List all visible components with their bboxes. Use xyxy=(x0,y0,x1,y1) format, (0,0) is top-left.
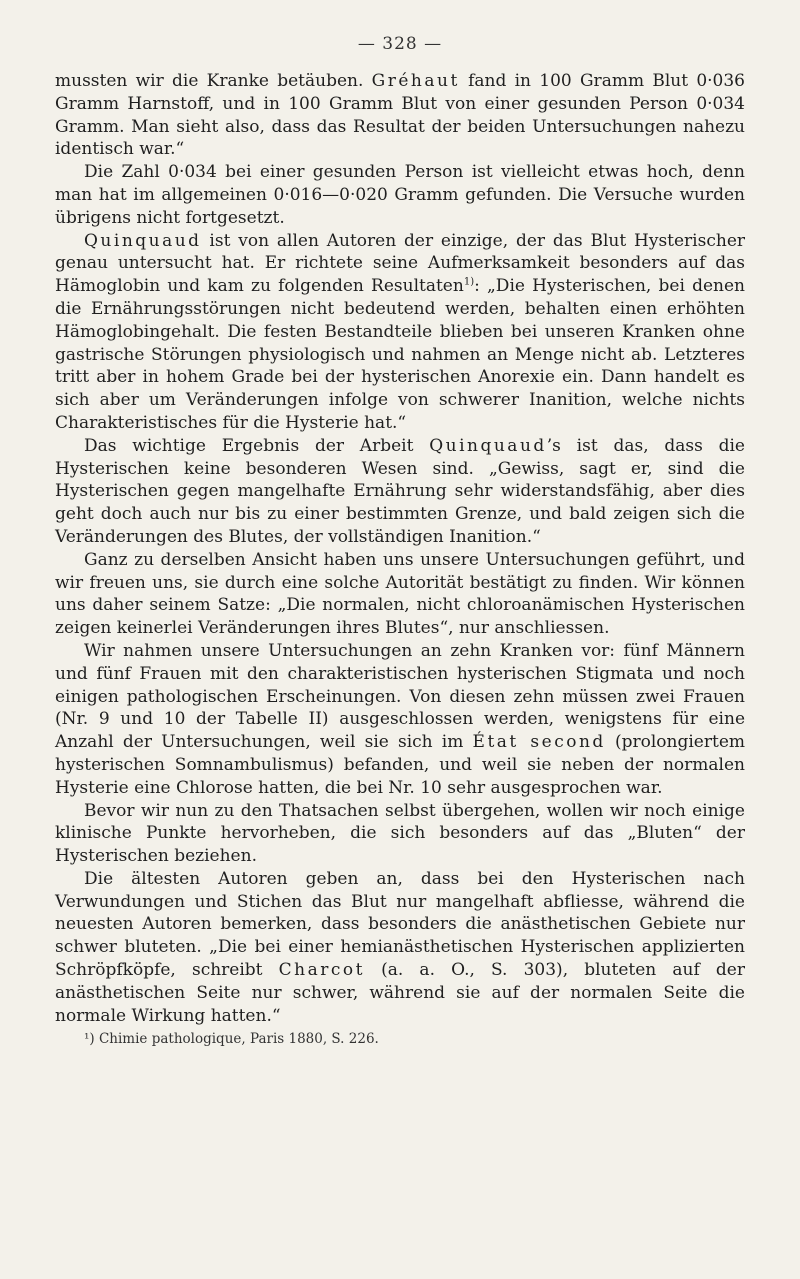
book-page xyxy=(55,34,745,1048)
paragraph xyxy=(55,230,745,435)
text-run: Die Zahl 0·034 bei einer gesunden Person ist vielleicht etwas hoch, denn man hat im allgemeinen 0·016—0·020 Gramm gefunden. Die Versuche wurden übrigens nicht fortgesetzt. xyxy=(55,162,745,228)
paragraph xyxy=(55,70,745,161)
paragraph xyxy=(55,161,745,229)
footnote-marker: 1) xyxy=(463,276,475,288)
page-number: — 328 — xyxy=(357,34,443,54)
text-run: ist von allen Autoren der einzige, der das Blut Hysterischer genau untersucht hat. Er richtete seine Aufmerksamkeit besonders auf das Hämoglobin und kam zu folgenden Resultaten xyxy=(55,230,745,297)
text-run: Wir nahmen unsere Untersuchungen an zehn Kranken vor: fünf Männern und fünf Frauen mit den charakteristischen hysterischen Stigmata und noch einigen pathologischen Erscheinungen. Von diesen zehn müssen zwei Frauen (Nr. 9 und 10 der Tabelle II) ausgeschlossen werden, wenigstens für eine Anzahl der Untersuchungen, weil sie sich im xyxy=(55,640,745,753)
footnote: ¹) Chimie pathologique, Paris 1880, S. 226. xyxy=(84,1031,379,1048)
text-run: Das wichtige Ergebnis der Arbeit xyxy=(84,435,430,456)
paragraph xyxy=(55,640,745,800)
text-run: mussten wir die Kranke betäuben. xyxy=(55,71,372,91)
spaced-name: Gréhaut xyxy=(371,71,460,91)
paragraph xyxy=(55,435,745,549)
paragraph xyxy=(55,549,745,640)
text-run: Ganz zu derselben Ansicht haben uns unsere Untersuchungen geführt, und wir freuen uns, sie durch eine solche Autorität bestätigt zu finden. Wir können uns daher seinem Satze: „Die normalen, nicht chloroanämischen Hysterischen zeigen keinerlei Veränderungen ihres Blutes“, nur anschliessen. xyxy=(55,549,745,639)
spaced-name: Quinquaud xyxy=(84,230,202,251)
paragraph xyxy=(55,868,745,1028)
spaced-name: Quinquaud xyxy=(429,435,547,456)
text-run: Bevor wir nun zu den Thatsachen selbst übergehen, wollen wir noch einige klinische Punkte hervorheben, die sich besonders auf das „Bluten“ der Hysterischen beziehen. xyxy=(55,800,745,867)
text-run: : „Die Hysterischen, bei denen die Ernährungsstörungen nicht bedeutend werden, behalten einen erhöhten Hämoglobingehalt. Die festen Bestandteile blieben bei unseren Kranken ohne gastrische Störungen physiologisch und nahmen an Menge nicht ab. Letzteres tritt aber in hohem Grade bei der hysterischen Anorexie ein. Dann handelt es sich aber um Veränderungen infolge von schwerer Inanition, welche nichts Charakteristisches für die Hysterie hat.“ xyxy=(55,276,745,433)
text-run: (a. a. O., S. 303), bluteten auf der anästhetischen Seite nur schwer, während sie auf der normalen Seite die normale Wirkung hatten.“ xyxy=(55,960,745,1026)
paragraph xyxy=(55,800,745,868)
text-run: fand in 100 Gramm Blut 0·036 Gramm Harnstoff, und in 100 Gramm Blut von einer gesunden Person 0·034 Gramm. Man sieht also, dass das Resultat der beiden Untersuchungen nahezu identisch war.“ xyxy=(55,71,745,160)
spaced-name: Charcot xyxy=(278,960,365,981)
spaced-name: État second xyxy=(472,732,606,753)
text-run: ’s ist das, dass die Hysterischen keine besonderen Wesen sind. „Gewiss, sagt er, sind die Hysterischen gegen mangelhafte Ernährung sehr widerstandsfähig, aber dies geht doch auch nur bis zu einer bestimmten Grenze, und bald zeigen sich die Veränderungen des Blutes, der vollständigen Inanition.“ xyxy=(55,435,745,547)
text-run: Die ältesten Autoren geben an, dass bei den Hysterischen nach Verwundungen und Stichen das Blut nur mangelhaft abfliesse, während die neuesten Autoren bemerken, dass besonders die anästhetischen Gebiete nur schwer bluteten. „Die bei einer hemianästhetischen Hysterischen applizierten Schröpfköpfe, schreibt xyxy=(55,868,745,981)
body-text xyxy=(55,70,745,1027)
text-run: (prolongiertem hysterischen Somnambulismus) befanden, und weil sie neben der normalen Hysterie eine Chlorose hatten, die bei Nr. 10 sehr ausgesprochen war. xyxy=(55,732,746,798)
